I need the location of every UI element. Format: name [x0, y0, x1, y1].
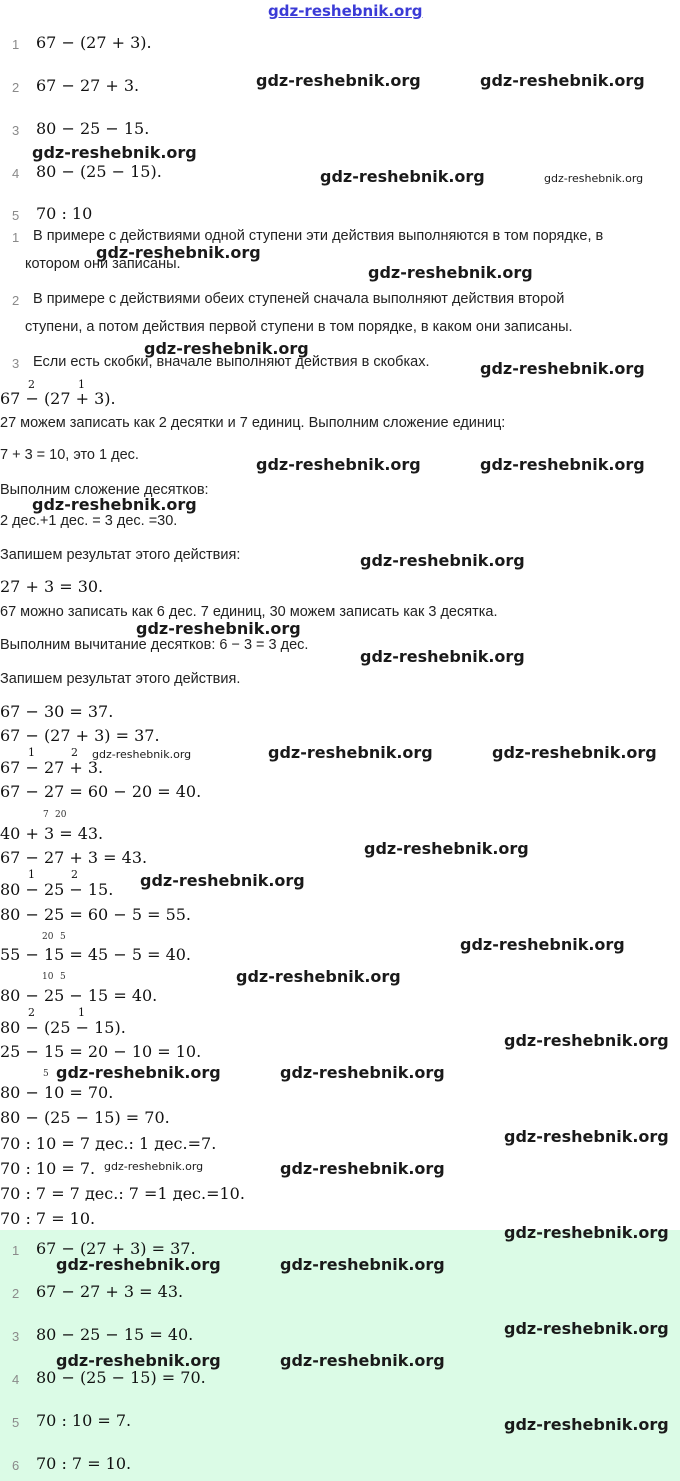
answer-number: 4 [12, 1372, 20, 1387]
rule-text: ступени, а потом действия первой ступени в том порядке, в каком они записаны. [25, 319, 573, 335]
answer-expression: 70 : 7 = 10. [36, 1454, 132, 1473]
solution-line: 7 + 3 = 10, это 1 дес. [0, 447, 139, 463]
order-mark: 1 [28, 868, 35, 881]
answer-expression: 80 − 25 − 15 = 40. [36, 1325, 194, 1344]
watermark: gdz-reshebnik.org [268, 743, 433, 762]
decomposition-mark: 5 [60, 972, 66, 982]
solution-line: 67 можно записать как 6 дес. 7 единиц, 30 можем записать как 3 десятка. [0, 604, 498, 620]
watermark: gdz-reshebnik.org [92, 748, 192, 761]
answer-number: 2 [12, 1286, 20, 1301]
solution-line: 67 − 30 = 37. [0, 702, 114, 721]
watermark: gdz-reshebnik.org [360, 551, 525, 570]
watermark: gdz-reshebnik.org [460, 935, 625, 954]
solution-line: Запишем результат этого действия. [0, 671, 241, 687]
task-number: 2 [12, 80, 20, 95]
watermark: gdz-reshebnik.org [360, 647, 525, 666]
order-mark: 2 [71, 746, 78, 759]
answer-expression: 80 − (25 − 15) = 70. [36, 1368, 206, 1387]
watermark: gdz-reshebnik.org [544, 172, 644, 185]
watermark: gdz-reshebnik.org [504, 1127, 669, 1146]
solution-line: 67 − (27 + 3) = 37. [0, 726, 160, 745]
solution-line: 80 − 25 − 15 = 40. [0, 986, 158, 1005]
task-expression: 80 − (25 − 15). [36, 162, 162, 181]
decomposition-mark: 20 [55, 810, 67, 820]
task-expression: 67 − 27 + 3. [36, 76, 140, 95]
watermark: gdz-reshebnik.org [32, 143, 197, 162]
decomposition-mark: 7 [43, 810, 49, 820]
task-expression: 70 : 10 [36, 204, 93, 222]
task-number: 4 [12, 166, 20, 181]
watermark: gdz-reshebnik.org [504, 1223, 669, 1242]
solution-line: 80 − (25 − 15). [0, 1018, 126, 1037]
rule-number: 2 [12, 293, 20, 308]
solution-line: 27 можем записать как 2 десятки и 7 единиц. Выполним сложение единиц: [0, 415, 506, 431]
rule-number: 3 [12, 356, 20, 371]
solution-line: 80 − (25 − 15) = 70. [0, 1108, 170, 1127]
rule-number: 1 [12, 230, 20, 245]
solution-line: Выполним сложение десятков: [0, 482, 209, 498]
watermark: gdz-reshebnik.org [256, 455, 421, 474]
answer-expression: 67 − (27 + 3) = 37. [36, 1239, 196, 1258]
solution-line: 67 − 27 + 3. [0, 758, 104, 777]
watermark: gdz-reshebnik.org [280, 1159, 445, 1178]
answer-expression: 70 : 10 = 7. [36, 1411, 132, 1430]
order-mark: 2 [28, 1006, 35, 1019]
solution-line: 80 − 25 = 60 − 5 = 55. [0, 905, 192, 924]
watermark: gdz-reshebnik.org [140, 871, 305, 890]
solution-line: 70 : 7 = 7 дес.: 7 =1 дес.=10. [0, 1184, 245, 1203]
task-expression: 67 − (27 + 3). [36, 33, 152, 52]
watermark: gdz-reshebnik.org [480, 359, 645, 378]
solution-line: 67 − 27 = 60 − 20 = 40. [0, 782, 202, 801]
decomposition-mark: 5 [43, 1069, 49, 1079]
rule-text: Если есть скобки, вначале выполняют действия в скобках. [33, 354, 430, 370]
watermark: gdz-reshebnik.org [480, 71, 645, 90]
decomposition-mark: 10 [42, 972, 54, 982]
solution-line: Запишем результат этого действия: [0, 547, 241, 563]
order-mark: 1 [28, 746, 35, 759]
rule-text: котором они записаны. [25, 256, 181, 272]
solution-line: 55 − 15 = 45 − 5 = 40. [0, 945, 192, 964]
solution-line: 27 + 3 = 30. [0, 577, 104, 596]
watermark: gdz-reshebnik.org [364, 839, 529, 858]
watermark: gdz-reshebnik.org [236, 967, 401, 986]
task-expression: 80 − 25 − 15. [36, 119, 150, 138]
solution-line: 70 : 10 = 7 дес.: 1 дес.=7. [0, 1134, 217, 1153]
answer-number: 6 [12, 1458, 20, 1473]
watermark: gdz-reshebnik.org [280, 1063, 445, 1082]
solution-line: 25 − 15 = 20 − 10 = 10. [0, 1042, 202, 1061]
solution-line: 80 − 10 = 70. [0, 1083, 114, 1102]
order-mark: 1 [78, 378, 85, 391]
solution-line: 67 − (27 + 3). [0, 389, 116, 408]
decomposition-mark: 20 [42, 932, 54, 942]
solution-line: 70 : 7 = 10. [0, 1209, 96, 1228]
answer-number: 1 [12, 1243, 20, 1258]
watermark: gdz-reshebnik.org [104, 1160, 204, 1173]
watermark: gdz-reshebnik.org [136, 619, 301, 638]
task-number: 3 [12, 123, 20, 138]
solution-line: 40 + 3 = 43. [0, 824, 104, 843]
watermark: gdz-reshebnik.org [504, 1031, 669, 1050]
watermark: gdz-reshebnik.org [504, 1319, 669, 1338]
watermark: gdz-reshebnik.org [480, 455, 645, 474]
header-site-link[interactable]: gdz-reshebnik.org [268, 2, 423, 20]
watermark: gdz-reshebnik.org [504, 1415, 669, 1434]
rule-text: В примере с действиями обеих ступеней сначала выполняют действия второй [33, 291, 565, 307]
watermark: gdz-reshebnik.org [280, 1255, 445, 1274]
task-number: 1 [12, 37, 20, 52]
watermark: gdz-reshebnik.org [56, 1351, 221, 1370]
watermark: gdz-reshebnik.org [492, 743, 657, 762]
order-mark: 1 [78, 1006, 85, 1019]
rule-text: В примере с действиями одной ступени эти действия выполняются в том порядке, в [33, 228, 604, 244]
watermark: gdz-reshebnik.org [144, 339, 309, 358]
watermark: gdz-reshebnik.org [280, 1351, 445, 1370]
watermark: gdz-reshebnik.org [56, 1255, 221, 1274]
solution-line: 70 : 10 = 7. [0, 1159, 96, 1178]
answer-expression: 67 − 27 + 3 = 43. [36, 1282, 184, 1301]
watermark: gdz-reshebnik.org [368, 263, 533, 282]
watermark: gdz-reshebnik.org [96, 243, 261, 262]
solution-line: 2 дес.+1 дес. = 3 дес. =30. [0, 513, 178, 529]
order-mark: 2 [71, 868, 78, 881]
watermark: gdz-reshebnik.org [32, 495, 197, 514]
answer-number: 5 [12, 1415, 20, 1430]
decomposition-mark: 5 [60, 932, 66, 942]
order-mark: 2 [28, 378, 35, 391]
watermark: gdz-reshebnik.org [320, 167, 485, 186]
watermark: gdz-reshebnik.org [56, 1063, 221, 1082]
solution-line: Выполним вычитание десятков: 6 − 3 = 3 дес. [0, 637, 309, 653]
task-number: 5 [12, 208, 20, 222]
solution-line: 80 − 25 − 15. [0, 880, 114, 899]
answer-number: 3 [12, 1329, 20, 1344]
watermark: gdz-reshebnik.org [256, 71, 421, 90]
solution-line: 67 − 27 + 3 = 43. [0, 848, 148, 867]
